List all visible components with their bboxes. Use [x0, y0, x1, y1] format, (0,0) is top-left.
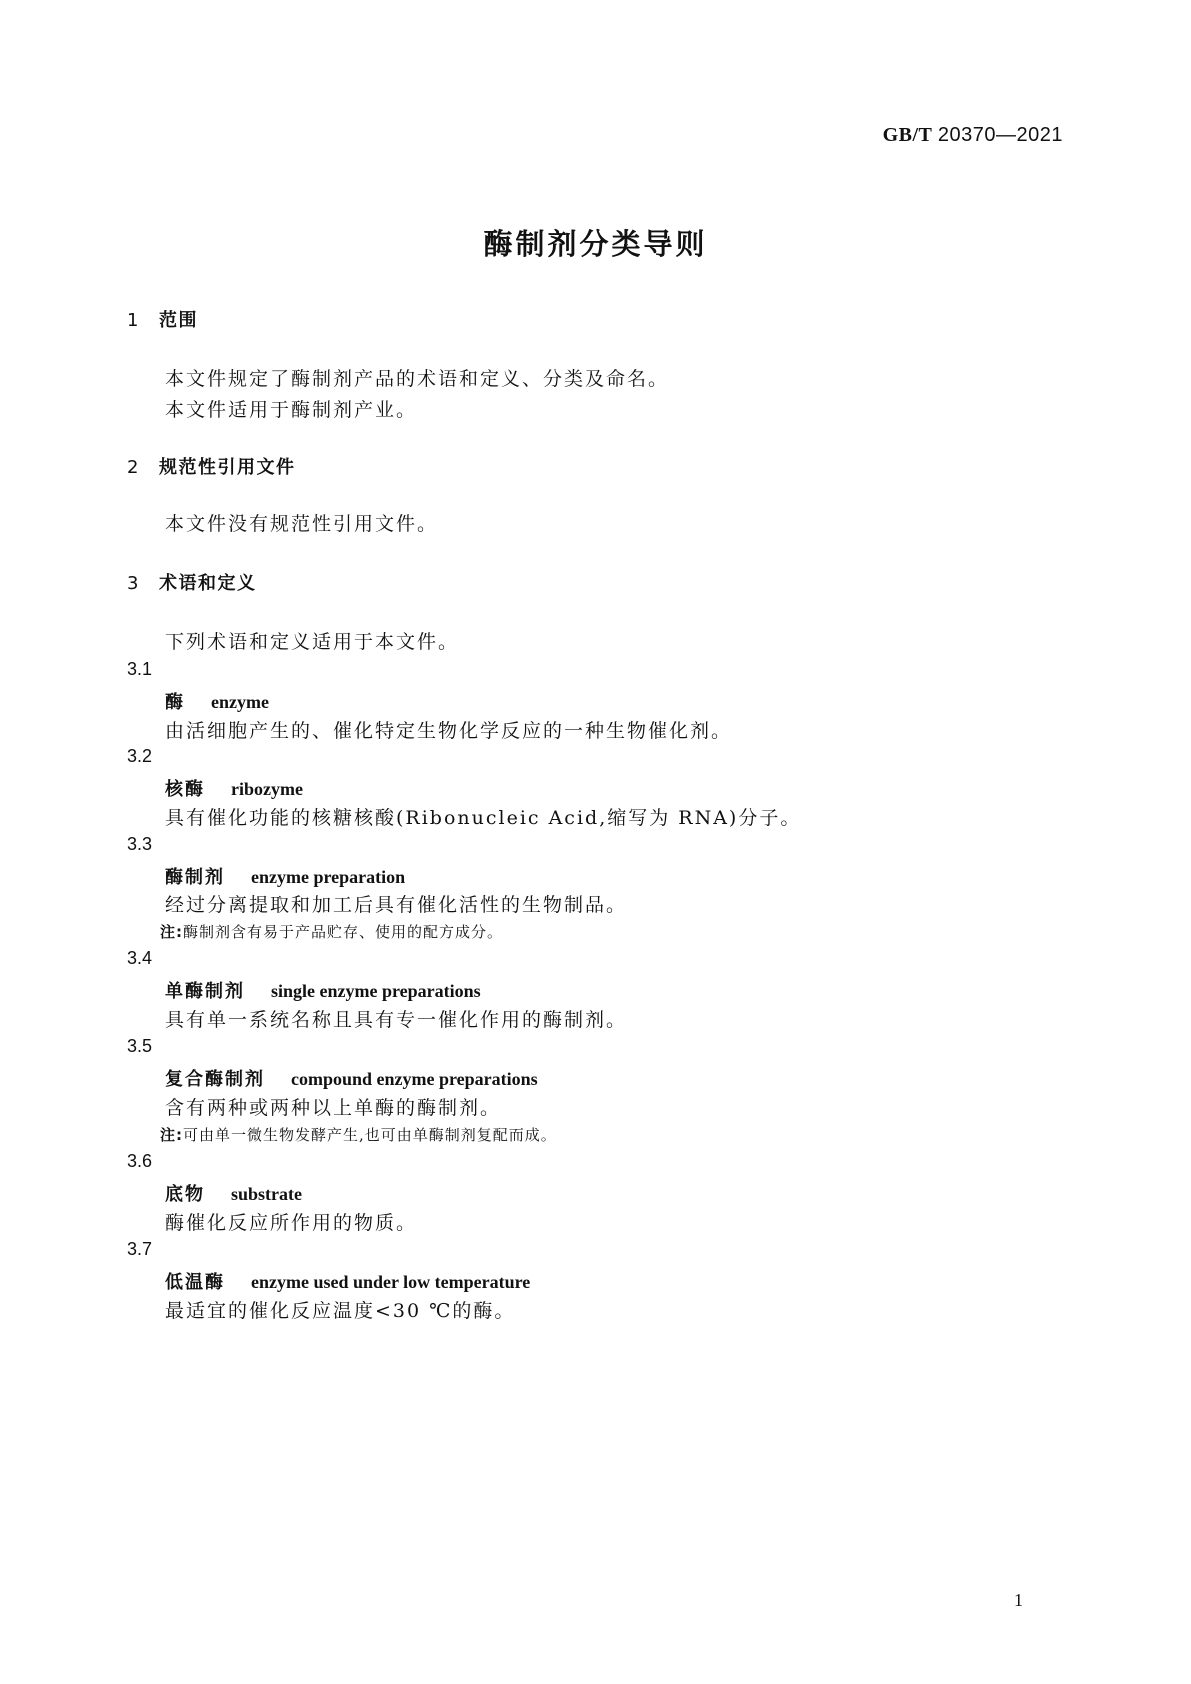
term-entry: [165, 688, 269, 714]
term-definition: 酶催化反应所作用的物质。: [165, 1212, 418, 1234]
section-heading-normative-references: [127, 453, 296, 479]
term-number: 3.3: [127, 834, 153, 854]
term-en: enzyme: [211, 692, 269, 712]
paragraph: 本文件没有规范性引用文件。: [165, 513, 439, 535]
term-zh: 单酶制剂: [165, 981, 245, 1002]
term-entry: [165, 1065, 538, 1091]
section-number: 2: [127, 457, 140, 478]
paragraph: 本文件适用于酶制剂产业。: [165, 399, 418, 421]
term-zh: 核酶: [165, 779, 205, 800]
term-en: compound enzyme preparations: [291, 1069, 538, 1089]
term-definition: 最适宜的催化反应温度<30 ℃的酶。: [165, 1300, 516, 1322]
term-entry: [165, 1268, 530, 1294]
note-text: 可由单一微生物发酵产生,也可由单酶制剂复配而成。: [183, 1126, 557, 1144]
note-text: 酶制剂含有易于产品贮存、使用的配方成分。: [183, 923, 504, 941]
section-heading-terms: [127, 569, 257, 595]
term-note: [160, 1124, 557, 1145]
section-number: 1: [127, 310, 140, 331]
term-zh: 酶制剂: [165, 867, 225, 888]
section-heading-scope: [127, 306, 198, 332]
section-title: 规范性引用文件: [159, 457, 296, 478]
term-definition: 由活细胞产生的、催化特定生物化学反应的一种生物催化剂。: [165, 720, 733, 742]
term-note: [160, 921, 503, 942]
paragraph: 本文件规定了酶制剂产品的术语和定义、分类及命名。: [165, 368, 670, 390]
term-number: 3.5: [127, 1036, 153, 1056]
section-title: 术语和定义: [159, 573, 257, 594]
term-definition: 具有催化功能的核糖核酸(Ribonucleic Acid,缩写为 RNA)分子。: [165, 807, 802, 829]
term-en: substrate: [231, 1184, 302, 1204]
note-label: 注:: [160, 1126, 183, 1144]
term-definition: 经过分离提取和加工后具有催化活性的生物制品。: [165, 894, 628, 916]
term-zh: 低温酶: [165, 1272, 225, 1293]
term-number: 3.6: [127, 1151, 153, 1171]
paragraph: 下列术语和定义适用于本文件。: [165, 631, 460, 653]
page-number: 1: [1014, 1590, 1023, 1610]
standard-code: [883, 124, 1063, 147]
term-number: 3.2: [127, 746, 153, 766]
term-en: enzyme preparation: [251, 867, 406, 887]
section-number: 3: [127, 573, 140, 594]
document-title: 酶制剂分类导则: [483, 227, 708, 261]
term-entry: [165, 775, 303, 801]
note-label: 注:: [160, 923, 183, 941]
term-en: enzyme used under low temperature: [251, 1272, 531, 1292]
term-number: 3.7: [127, 1239, 153, 1259]
term-number: 3.4: [127, 948, 153, 968]
term-definition: 具有单一系统名称且具有专一催化作用的酶制剂。: [165, 1009, 628, 1031]
standard-code-number: 20370—2021: [937, 124, 1063, 146]
term-definition: 含有两种或两种以上单酶的酶制剂。: [165, 1097, 502, 1119]
term-entry: [165, 1180, 302, 1206]
term-entry: [165, 977, 481, 1003]
term-zh: 酶: [165, 692, 185, 713]
term-zh: 底物: [165, 1184, 205, 1205]
section-title: 范围: [159, 310, 198, 331]
standard-code-prefix: GB/T: [882, 124, 933, 146]
term-en: ribozyme: [231, 779, 303, 799]
term-zh: 复合酶制剂: [165, 1069, 265, 1090]
term-entry: [165, 863, 405, 889]
term-number: 3.1: [127, 659, 153, 679]
term-en: single enzyme preparations: [271, 981, 481, 1001]
